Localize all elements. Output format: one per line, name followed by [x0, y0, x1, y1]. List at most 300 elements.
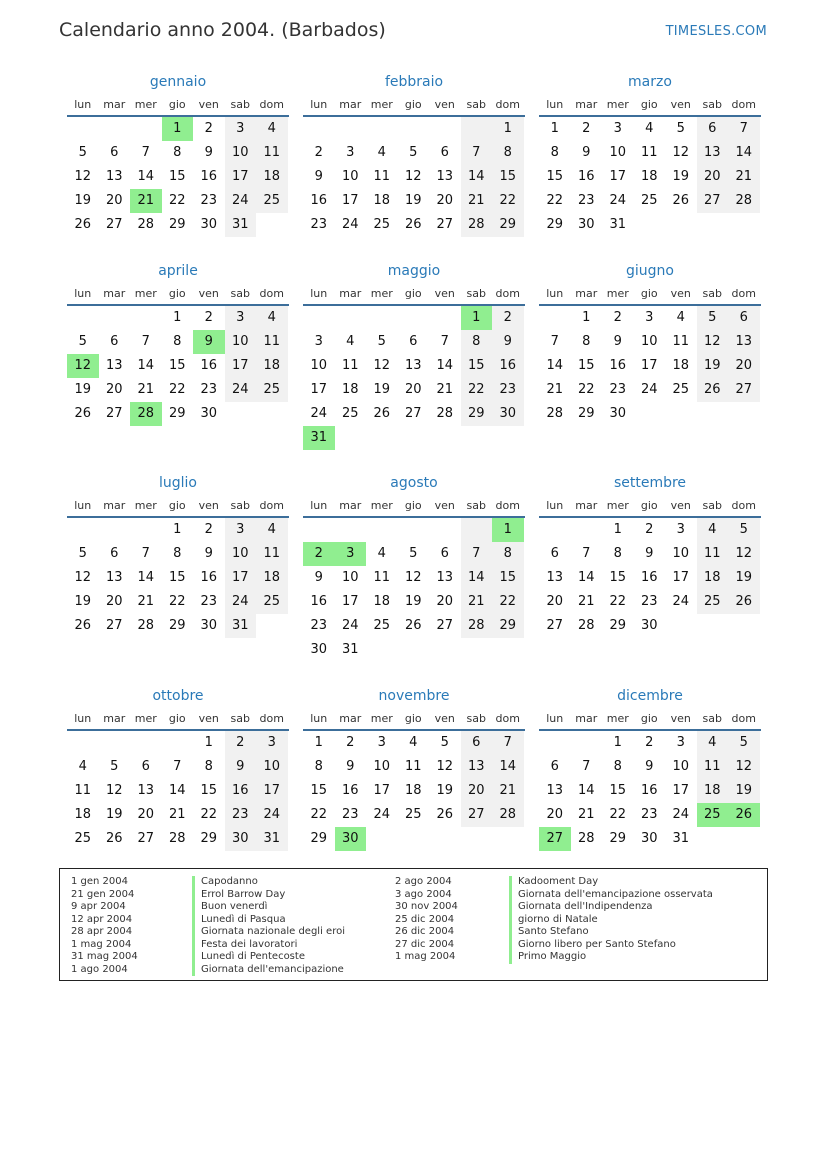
day-cell: 12: [697, 330, 729, 354]
day-cell: 31: [609, 217, 627, 232]
weekday-label: dom: [259, 712, 284, 725]
day-cell: 8: [613, 546, 622, 561]
day-cell: 25: [341, 406, 359, 421]
empty-day-cell: [728, 614, 760, 638]
empty-day-cell: [303, 306, 335, 330]
weekday-label: mar: [103, 499, 126, 512]
day-cell: 8: [492, 141, 524, 165]
day-cell: 28: [168, 831, 186, 846]
day-cell: 14: [137, 570, 155, 585]
day-cell: 11: [256, 141, 288, 165]
day-cell: 22: [577, 382, 595, 397]
empty-day-cell: [130, 518, 162, 542]
day-cell: 30: [310, 642, 328, 657]
day-cell: 17: [225, 566, 257, 590]
holiday-date: 26 dic 2004: [395, 926, 455, 937]
day-cell: 24: [256, 803, 288, 827]
weekday-header: [539, 93, 761, 117]
day-cell: 10: [225, 141, 257, 165]
weekday-label: gio: [404, 287, 422, 300]
weekday-label: mar: [575, 712, 598, 725]
day-cell: 30: [640, 618, 658, 633]
day-cell: 10: [225, 330, 257, 354]
empty-day-cell: [398, 638, 430, 662]
day-cell: 11: [697, 542, 729, 566]
month-name: marzo: [628, 74, 672, 90]
day-cell: 1: [550, 121, 559, 136]
day-cell: 10: [609, 145, 627, 160]
day-cell: 15: [492, 566, 524, 590]
weekday-label: sab: [230, 98, 250, 111]
day-cell: 29: [577, 406, 595, 421]
day-cell: 5: [78, 145, 87, 160]
holiday-name: Giornata dell'emancipazione: [201, 963, 344, 975]
weekday-label: ven: [434, 287, 455, 300]
day-cell: 20: [105, 594, 123, 609]
weekday-label: mer: [606, 287, 629, 300]
day-cell: 20: [436, 594, 454, 609]
day-cell: 19: [74, 382, 92, 397]
day-cell: 14: [546, 358, 564, 373]
day-cell: 16: [200, 358, 218, 373]
day-cell: 15: [168, 570, 186, 585]
day-cell: 3: [676, 522, 685, 537]
holiday-day-cell: 26: [728, 803, 760, 827]
day-cell: 14: [436, 358, 454, 373]
empty-day-cell: [697, 827, 729, 851]
day-cell: 13: [105, 358, 123, 373]
day-cell: 21: [461, 590, 493, 614]
holiday-dates-left: [71, 876, 138, 976]
day-cell: 29: [609, 618, 627, 633]
day-cell: 21: [492, 779, 524, 803]
day-cell: 28: [492, 803, 524, 827]
day-cell: 21: [137, 382, 155, 397]
day-grid: [539, 518, 761, 638]
day-cell: 6: [728, 306, 760, 330]
empty-day-cell: [366, 426, 398, 450]
empty-day-cell: [398, 117, 430, 141]
holiday-name: Giornata dell'Indipendenza: [518, 901, 653, 912]
weekday-label: sab: [702, 287, 722, 300]
day-cell: 18: [404, 783, 422, 798]
day-cell: 23: [640, 807, 658, 822]
day-cell: 17: [225, 165, 257, 189]
day-cell: 8: [461, 330, 493, 354]
empty-day-cell: [665, 614, 697, 638]
day-cell: 19: [672, 169, 690, 184]
day-cell: 29: [546, 217, 564, 232]
day-cell: 20: [137, 807, 155, 822]
day-cell: 16: [640, 570, 658, 585]
day-cell: 20: [105, 382, 123, 397]
day-cell: 27: [404, 406, 422, 421]
empty-day-cell: [665, 402, 697, 426]
weekday-label: dom: [495, 287, 520, 300]
day-cell: 22: [461, 378, 493, 402]
day-cell: 17: [672, 783, 690, 798]
day-cell: 13: [546, 783, 564, 798]
day-cell: 6: [409, 334, 418, 349]
day-cell: 1: [613, 735, 622, 750]
day-cell: 14: [461, 165, 493, 189]
weekday-label: mer: [134, 98, 157, 111]
day-cell: 7: [550, 334, 559, 349]
day-cell: 10: [341, 169, 359, 184]
day-cell: 8: [204, 759, 213, 774]
weekday-label: dom: [731, 499, 756, 512]
day-cell: 26: [105, 831, 123, 846]
day-cell: 5: [728, 731, 760, 755]
holiday-name: Giornata nazionale degli eroi: [201, 926, 345, 937]
day-cell: 13: [436, 169, 454, 184]
holiday-date: 28 apr 2004: [71, 926, 133, 937]
weekday-header: [539, 494, 761, 518]
weekday-header: [539, 282, 761, 306]
empty-day-cell: [162, 731, 194, 755]
weekday-label: ven: [198, 712, 219, 725]
empty-day-cell: [429, 638, 461, 662]
month-name: ottobre: [152, 688, 204, 704]
day-cell: 21: [577, 594, 595, 609]
day-cell: 18: [640, 169, 658, 184]
weekday-label: mar: [103, 712, 126, 725]
day-cell: 27: [105, 406, 123, 421]
day-cell: 12: [373, 358, 391, 373]
empty-day-cell: [571, 731, 603, 755]
day-cell: 22: [609, 807, 627, 822]
holiday-dates-right: [395, 876, 458, 964]
day-cell: 9: [645, 759, 654, 774]
weekday-label: mer: [370, 499, 393, 512]
day-cell: 14: [577, 570, 595, 585]
day-cell: 5: [676, 121, 685, 136]
weekday-header: [303, 494, 525, 518]
day-cell: 6: [110, 334, 119, 349]
day-cell: 28: [137, 618, 155, 633]
holiday-day-cell: 3: [335, 542, 367, 566]
day-cell: 25: [256, 378, 288, 402]
empty-day-cell: [67, 306, 99, 330]
day-cell: 7: [141, 334, 150, 349]
day-cell: 18: [697, 566, 729, 590]
day-cell: 13: [436, 570, 454, 585]
day-cell: 1: [204, 735, 213, 750]
day-cell: 19: [105, 807, 123, 822]
month-luglio: [67, 473, 289, 638]
day-cell: 19: [728, 779, 760, 803]
day-cell: 15: [168, 358, 186, 373]
day-cell: 10: [341, 570, 359, 585]
day-cell: 12: [74, 570, 92, 585]
day-cell: 25: [640, 193, 658, 208]
day-cell: 2: [613, 310, 622, 325]
day-cell: 4: [697, 518, 729, 542]
day-cell: 22: [492, 590, 524, 614]
day-cell: 27: [697, 189, 729, 213]
empty-day-cell: [99, 731, 131, 755]
day-cell: 3: [256, 731, 288, 755]
holiday-name: Giornata dell'emancipazione osservata: [518, 888, 713, 900]
holiday-date: 31 mag 2004: [71, 951, 138, 962]
day-grid: [303, 731, 525, 851]
holiday-date: 2 ago 2004: [395, 876, 452, 887]
empty-day-cell: [303, 518, 335, 542]
day-cell: 3: [225, 306, 257, 330]
day-cell: 1: [173, 522, 182, 537]
day-cell: 17: [640, 358, 658, 373]
day-cell: 20: [436, 193, 454, 208]
weekday-label: ven: [670, 712, 691, 725]
day-cell: 15: [461, 354, 493, 378]
weekday-label: lun: [310, 287, 328, 300]
month-febbraio: [303, 72, 525, 237]
day-cell: 26: [74, 406, 92, 421]
day-cell: 7: [582, 759, 591, 774]
day-cell: 18: [256, 566, 288, 590]
day-cell: 17: [225, 354, 257, 378]
day-cell: 27: [461, 803, 493, 827]
weekday-label: mer: [134, 287, 157, 300]
day-cell: 14: [137, 358, 155, 373]
day-cell: 11: [373, 169, 391, 184]
empty-day-cell: [335, 306, 367, 330]
weekday-header: [67, 707, 289, 731]
day-cell: 27: [728, 378, 760, 402]
day-cell: 26: [404, 618, 422, 633]
day-cell: 28: [461, 213, 493, 237]
day-cell: 18: [373, 594, 391, 609]
day-cell: 25: [256, 189, 288, 213]
day-cell: 29: [492, 213, 524, 237]
day-cell: 2: [645, 522, 654, 537]
empty-day-cell: [697, 402, 729, 426]
day-cell: 2: [346, 735, 355, 750]
holiday-name: Festa dei lavoratori: [201, 938, 298, 950]
day-cell: 30: [609, 406, 627, 421]
empty-day-cell: [99, 518, 131, 542]
weekday-label: gio: [404, 98, 422, 111]
day-cell: 4: [377, 145, 386, 160]
day-cell: 5: [697, 306, 729, 330]
weekday-label: mer: [134, 499, 157, 512]
day-cell: 17: [609, 169, 627, 184]
day-cell: 7: [582, 546, 591, 561]
day-cell: 10: [256, 755, 288, 779]
day-cell: 23: [341, 807, 359, 822]
empty-day-cell: [429, 827, 461, 851]
day-cell: 5: [728, 518, 760, 542]
day-cell: 6: [110, 546, 119, 561]
day-cell: 6: [440, 546, 449, 561]
day-cell: 24: [225, 189, 257, 213]
day-cell: 7: [461, 542, 493, 566]
weekday-label: lun: [74, 98, 92, 111]
day-cell: 18: [256, 165, 288, 189]
weekday-label: dom: [495, 712, 520, 725]
holiday-day-cell: 1: [461, 306, 493, 330]
day-cell: 21: [577, 807, 595, 822]
day-cell: 22: [310, 807, 328, 822]
empty-day-cell: [634, 402, 666, 426]
day-grid: [67, 731, 289, 851]
day-cell: 25: [256, 590, 288, 614]
empty-day-cell: [99, 117, 131, 141]
holiday-name: Buon venerdì: [201, 901, 268, 912]
day-cell: 27: [137, 831, 155, 846]
day-grid: [67, 306, 289, 426]
day-cell: 21: [168, 807, 186, 822]
day-cell: 28: [546, 406, 564, 421]
day-cell: 29: [492, 614, 524, 638]
day-grid: [539, 731, 761, 851]
day-cell: 17: [310, 382, 328, 397]
month-name: aprile: [158, 263, 198, 279]
day-cell: 1: [582, 310, 591, 325]
weekday-label: gio: [640, 98, 658, 111]
month-name: gennaio: [149, 74, 207, 90]
month-name: novembre: [378, 688, 450, 704]
weekday-label: dom: [731, 712, 756, 725]
weekday-label: sab: [702, 499, 722, 512]
day-cell: 10: [310, 358, 328, 373]
day-cell: 7: [141, 145, 150, 160]
day-cell: 1: [314, 735, 323, 750]
weekday-label: ven: [670, 499, 691, 512]
day-cell: 11: [341, 358, 359, 373]
empty-day-cell: [429, 518, 461, 542]
day-cell: 15: [609, 783, 627, 798]
day-cell: 14: [492, 755, 524, 779]
month-dicembre: [539, 686, 761, 851]
day-cell: 11: [697, 755, 729, 779]
weekday-label: ven: [198, 98, 219, 111]
day-cell: 7: [492, 731, 524, 755]
day-cell: 23: [577, 193, 595, 208]
day-cell: 27: [436, 618, 454, 633]
day-cell: 17: [672, 570, 690, 585]
day-cell: 17: [341, 594, 359, 609]
holiday-date: 21 gen 2004: [71, 888, 135, 900]
day-cell: 25: [373, 217, 391, 232]
weekday-label: dom: [731, 98, 756, 111]
holiday-date: 9 apr 2004: [71, 901, 126, 912]
day-cell: 13: [105, 570, 123, 585]
day-cell: 13: [461, 755, 493, 779]
day-cell: 31: [672, 831, 690, 846]
weekday-label: sab: [466, 712, 486, 725]
day-cell: 10: [640, 334, 658, 349]
empty-day-cell: [366, 638, 398, 662]
empty-day-cell: [539, 518, 571, 542]
day-cell: 16: [200, 169, 218, 184]
day-cell: 18: [672, 358, 690, 373]
weekday-label: mar: [103, 98, 126, 111]
day-cell: 16: [310, 193, 328, 208]
empty-day-cell: [67, 731, 99, 755]
day-cell: 26: [672, 193, 690, 208]
day-grid: [303, 518, 525, 662]
day-grid: [303, 117, 525, 237]
day-cell: 24: [225, 590, 257, 614]
day-cell: 3: [676, 735, 685, 750]
day-cell: 12: [728, 755, 760, 779]
day-cell: 10: [373, 759, 391, 774]
day-cell: 16: [200, 570, 218, 585]
weekday-label: ven: [434, 98, 455, 111]
day-cell: 9: [582, 145, 591, 160]
day-cell: 10: [672, 759, 690, 774]
day-cell: 9: [613, 334, 622, 349]
day-cell: 26: [74, 217, 92, 232]
empty-day-cell: [366, 306, 398, 330]
day-cell: 14: [728, 141, 760, 165]
weekday-label: lun: [546, 712, 564, 725]
day-cell: 12: [672, 145, 690, 160]
day-cell: 6: [550, 759, 559, 774]
empty-day-cell: [461, 117, 493, 141]
day-cell: 11: [256, 542, 288, 566]
day-grid: [67, 518, 289, 638]
holiday-date: 27 dic 2004: [395, 938, 455, 950]
empty-day-cell: [398, 518, 430, 542]
day-cell: 18: [74, 807, 92, 822]
day-cell: 18: [341, 382, 359, 397]
day-cell: 8: [173, 145, 182, 160]
weekday-label: lun: [546, 287, 564, 300]
day-cell: 20: [404, 382, 422, 397]
day-cell: 4: [676, 310, 685, 325]
empty-day-cell: [697, 614, 729, 638]
day-cell: 18: [256, 354, 288, 378]
day-cell: 4: [645, 121, 654, 136]
day-cell: 19: [697, 354, 729, 378]
site-link[interactable]: TIMESLES.COM: [665, 24, 767, 39]
day-cell: 6: [440, 145, 449, 160]
holiday-day-cell: 21: [130, 189, 162, 213]
day-cell: 9: [314, 570, 323, 585]
month-name: settembre: [613, 475, 687, 491]
weekday-label: sab: [466, 98, 486, 111]
day-cell: 13: [404, 358, 422, 373]
day-cell: 23: [225, 803, 257, 827]
holiday-name: Kadooment Day: [518, 876, 599, 887]
day-cell: 30: [640, 831, 658, 846]
weekday-label: dom: [495, 499, 520, 512]
holiday-date: 25 dic 2004: [395, 913, 455, 925]
day-cell: 3: [613, 121, 622, 136]
day-cell: 3: [377, 735, 386, 750]
day-cell: 15: [310, 783, 328, 798]
day-cell: 7: [461, 141, 493, 165]
empty-day-cell: [461, 518, 493, 542]
day-cell: 21: [728, 165, 760, 189]
weekday-header: [539, 707, 761, 731]
day-cell: 15: [200, 783, 218, 798]
month-aprile: [67, 261, 289, 426]
day-cell: 11: [404, 759, 422, 774]
day-cell: 11: [672, 334, 690, 349]
day-cell: 28: [436, 406, 454, 421]
day-cell: 8: [613, 759, 622, 774]
day-cell: 16: [609, 358, 627, 373]
holiday-day-cell: 1: [162, 117, 194, 141]
day-cell: 19: [404, 594, 422, 609]
weekday-label: mar: [339, 712, 362, 725]
empty-day-cell: [429, 117, 461, 141]
day-cell: 23: [200, 193, 218, 208]
day-grid: [303, 306, 525, 450]
